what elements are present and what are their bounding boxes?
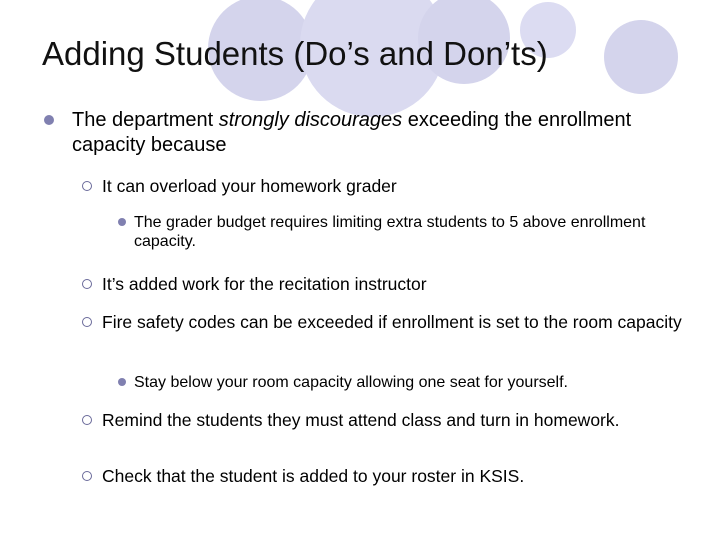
bullet-text: It can overload your homework grader	[102, 176, 397, 196]
hollow-bullet-icon	[82, 317, 92, 327]
bullet-text: Fire safety codes can be exceeded if enrollment is set to the room capacity	[102, 312, 682, 332]
bullet-text: Remind the students they must attend class and turn in homework.	[102, 410, 620, 430]
hollow-bullet-icon	[82, 415, 92, 425]
bullet-text: Check that the student is added to your roster in KSIS.	[102, 466, 525, 486]
hollow-bullet-icon	[82, 279, 92, 289]
bullet-text: The department strongly discourages exceeding the enrollment capacity because	[72, 109, 632, 156]
filled-bullet-icon	[118, 378, 126, 386]
bullet-text: Stay below your room capacity allowing one seat for yourself.	[134, 374, 568, 391]
sub-bullet-item	[82, 274, 682, 294]
bullet-text: The grader budget requires limiting extra students to 5 above enrollment capacity.	[134, 214, 646, 250]
bullet-text: It’s added work for the recitation instructor	[102, 274, 427, 294]
slide-title: Adding Students (Do’s and Don’ts)	[42, 35, 548, 72]
sub-bullet-item	[82, 312, 682, 332]
filled-bullet-icon	[118, 218, 126, 226]
hollow-bullet-icon	[82, 181, 92, 191]
sub-sub-bullet-item	[118, 213, 684, 251]
sub-bullet-item	[82, 410, 682, 430]
sub-bullet-item	[82, 466, 682, 486]
sub-bullet-item	[82, 176, 682, 196]
bullet-item-intro	[44, 108, 674, 158]
decorative-circle	[604, 20, 678, 94]
hollow-bullet-icon	[82, 471, 92, 481]
filled-bullet-icon	[44, 115, 54, 125]
emphasis-text: strongly discourages	[218, 109, 403, 131]
sub-sub-bullet-item	[118, 373, 684, 392]
